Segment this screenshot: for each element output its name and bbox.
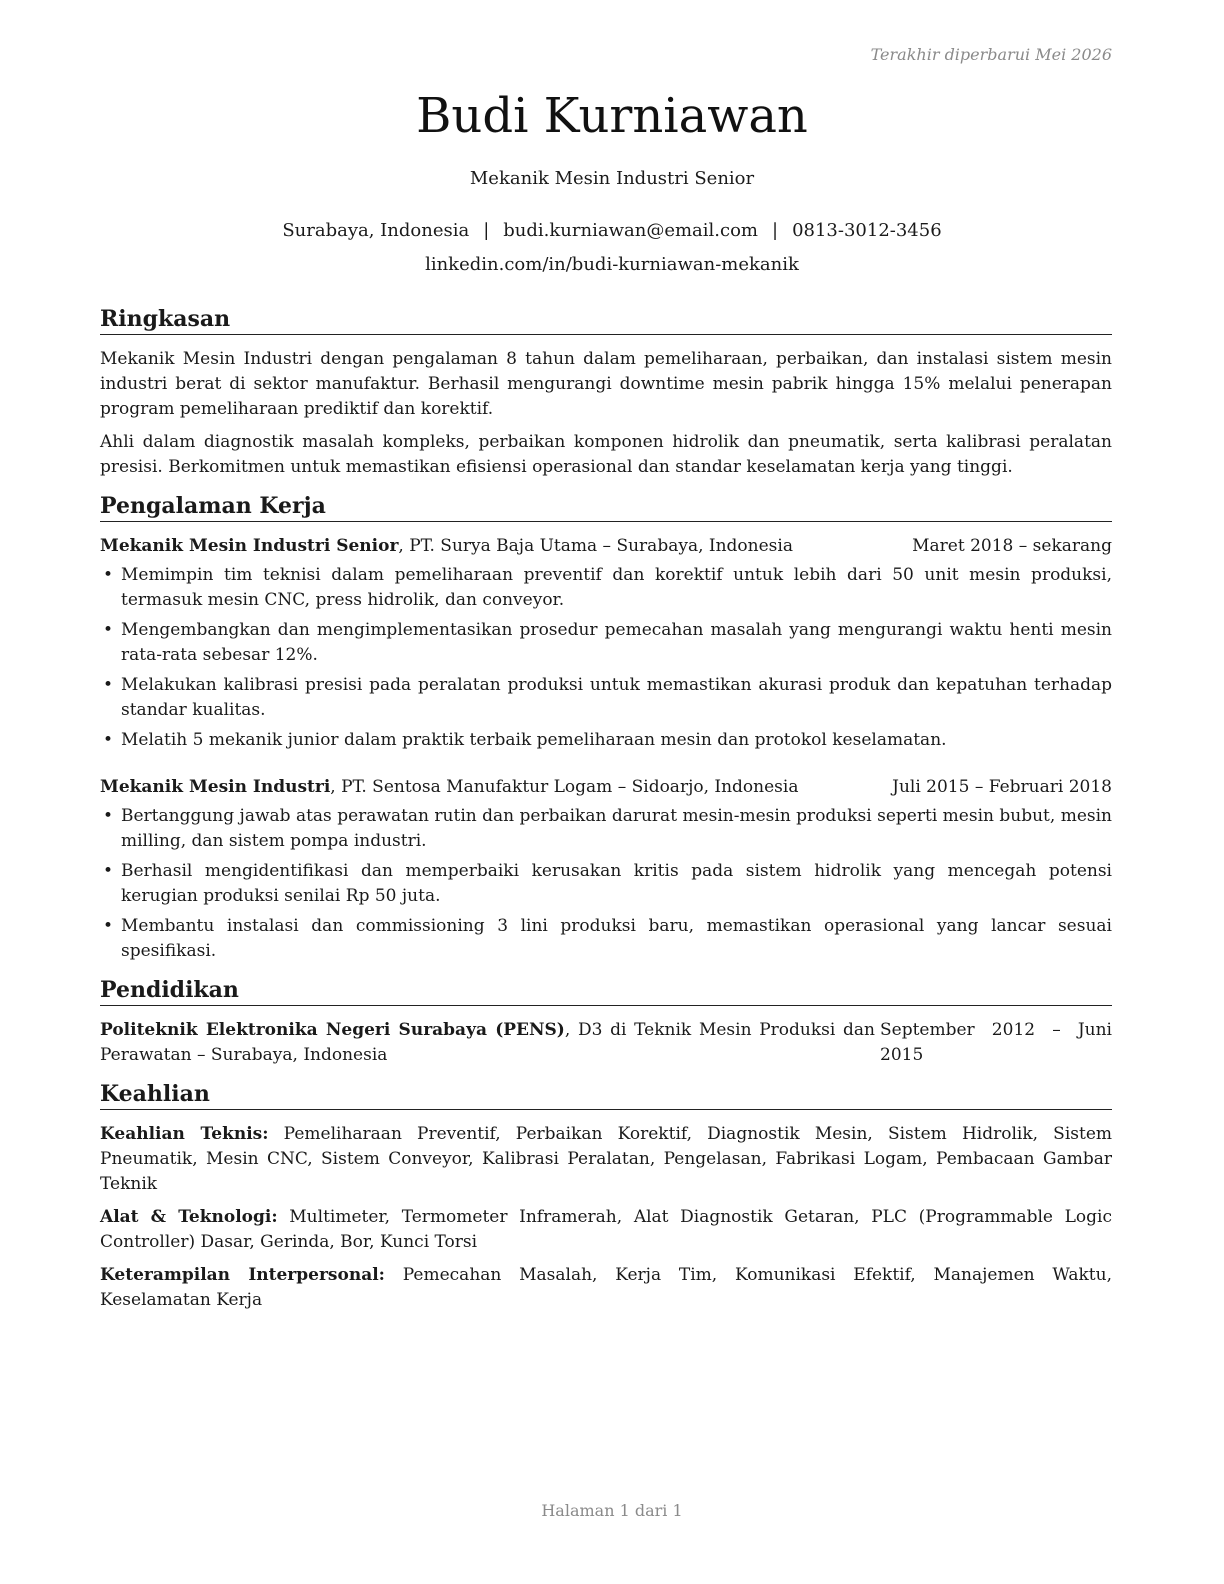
bullet-item: • Memimpin tim teknisi dalam pemeliharaan preventif dan korektif untuk lebih dari 50 unit mesin produksi, termasuk mesin CNC, press hidrolik, dan conveyor. [100, 563, 1112, 613]
phone: 0813-3012-3456 [792, 220, 942, 241]
job-dates: Maret 2018 – sekarang [912, 536, 1112, 556]
education-dates [880, 1018, 1112, 1068]
summary-paragraph: Ahli dalam diagnostik masalah kompleks, perbaikan komponen hidrolik dan pneumatik, serta kalibrasi peralatan presisi. Berkomitmen untuk memastikan efisiensi operasional dan standar keselamatan kerja yang tinggi. [100, 432, 1112, 477]
job-company: , PT. Surya Baja Utama – Surabaya, Indonesia [398, 536, 793, 556]
education-entry [100, 1018, 1112, 1068]
job-header [100, 775, 1112, 800]
job-header [100, 534, 1112, 559]
resume-content [100, 305, 1112, 1325]
contact-line [0, 220, 1224, 241]
job-entry [100, 534, 1112, 753]
skill-label: Keahlian Teknis: [100, 1124, 269, 1144]
job-bullets [100, 563, 1112, 753]
skill-line [100, 1205, 1112, 1255]
job-bullets [100, 804, 1112, 964]
education-dates-range: September 2012 – Juni [880, 1020, 1112, 1040]
page-number: Halaman 1 dari 1 [541, 1501, 683, 1520]
skill-value: Pemeliharaan Preventif, Perbaikan Korektif, Diagnostik Mesin, Sistem Hidrolik, Sistem Pneumatik, Mesin CNC, Sistem Conveyor, Kalibrasi Peralatan, Pengelasan, Fabrikasi Logam, Pembacaan Gambar Teknik [100, 1124, 1112, 1194]
linkedin-link[interactable]: linkedin.com/in/budi-kurniawan-mekanik [425, 254, 799, 275]
summary-paragraph: Mekanik Mesin Industri dengan pengalaman 8 tahun dalam pemeliharaan, perbaikan, dan instalasi sistem mesin industri berat di sektor manufaktur. Berhasil mengurangi downtime mesin pabrik hingga 15% melalui penerapan program pemeliharaan prediktif dan korektif. [100, 349, 1112, 419]
section-heading: Pendidikan [100, 976, 1112, 1006]
skill-line [100, 1263, 1112, 1313]
location: Surabaya, Indonesia [282, 220, 470, 241]
degree-detail: , D3 di Teknik Mesin Produksi dan Perawatan – Surabaya, Indonesia [100, 1020, 876, 1065]
job-title-line [100, 534, 793, 559]
skills-section [100, 1080, 1112, 1313]
job-role: Mekanik Mesin Industri [100, 777, 331, 797]
skill-label: Keterampilan Interpersonal: [100, 1265, 385, 1285]
section-heading: Pengalaman Kerja [100, 492, 1112, 522]
section-heading: Ringkasan [100, 305, 1112, 335]
skill-label: Alat & Teknologi: [100, 1207, 278, 1227]
job-title-line [100, 775, 798, 800]
bullet-item: • Membantu instalasi dan commissioning 3 lini produksi baru, memastikan operasional yang lancar sesuai spesifikasi. [100, 914, 1112, 964]
skill-value: Multimeter, Termometer Inframerah, Alat Diagnostik Getaran, PLC (Programmable Logic Controller) Dasar, Gerinda, Bor, Kunci Torsi [100, 1207, 1112, 1252]
experience-section [100, 492, 1112, 964]
email-link[interactable]: budi.kurniawan@email.com [503, 220, 758, 241]
skill-line [100, 1122, 1112, 1197]
job-role: Mekanik Mesin Industri Senior [100, 536, 399, 556]
separator: | [772, 220, 779, 241]
bullet-item: • Bertanggung jawab atas perawatan rutin dan perbaikan darurat mesin-mesin produksi seperti mesin bubut, mesin milling, dan sistem pompa industri. [100, 804, 1112, 854]
education-detail [100, 1018, 875, 1068]
last-updated: Terakhir diperbarui Mei 2026 [870, 45, 1112, 64]
bullet-item: • Melatih 5 mekanik junior dalam praktik terbaik pemeliharaan mesin dan protokol keselamatan. [100, 728, 1112, 753]
school-name: Politeknik Elektronika Negeri Surabaya (PENS) [100, 1020, 565, 1040]
education-dates-end-year: 2015 [880, 1045, 924, 1065]
separator: | [483, 220, 490, 241]
bullet-item: • Berhasil mengidentifikasi dan memperbaiki kerusakan kritis pada sistem hidrolik yang mencegah potensi kerugian produksi senilai Rp 50 juta. [100, 859, 1112, 909]
bullet-item: • Mengembangkan dan mengimplementasikan prosedur pemecahan masalah yang mengurangi waktu henti mesin rata-rata sebesar 12%. [100, 618, 1112, 668]
bullet-item: • Melakukan kalibrasi presisi pada peralatan produksi untuk memastikan akurasi produk dan kepatuhan terhadap standar kualitas. [100, 673, 1112, 723]
job-company: , PT. Sentosa Manufaktur Logam – Sidoarjo, Indonesia [330, 777, 799, 797]
job-entry [100, 775, 1112, 964]
job-dates: Juli 2015 – Februari 2018 [892, 777, 1112, 797]
candidate-title: Mekanik Mesin Industri Senior [469, 168, 755, 189]
summary-section [100, 305, 1112, 480]
section-heading: Keahlian [100, 1080, 1112, 1110]
skill-value: Pemecahan Masalah, Kerja Tim, Komunikasi Efektif, Manajemen Waktu, Keselamatan Kerja [100, 1265, 1112, 1310]
candidate-name: Budi Kurniawan [416, 88, 808, 144]
education-section [100, 976, 1112, 1068]
